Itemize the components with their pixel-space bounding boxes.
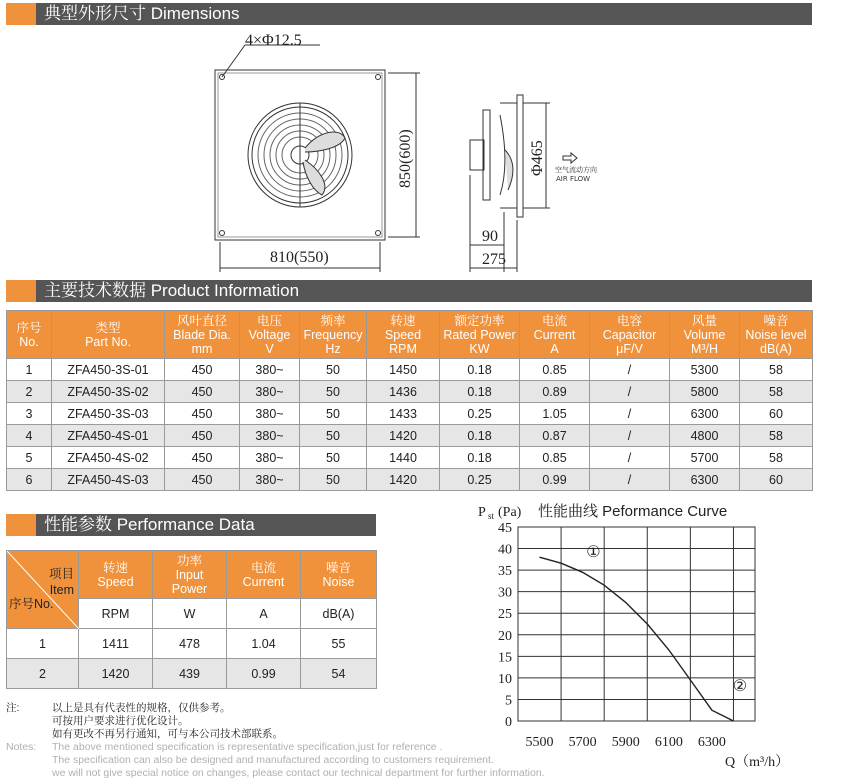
chart-y-tick-label: 5 xyxy=(505,693,512,709)
table-cell: 1440 xyxy=(367,447,440,469)
perf-col-header-line: 转速 xyxy=(102,560,128,575)
chart-ylabel-sub: st xyxy=(488,511,495,521)
notes-cn-label: 注: xyxy=(6,702,20,714)
product-col-header-line: M³/H xyxy=(690,341,719,356)
chart-ylabel-unit: (Pa) xyxy=(498,505,522,520)
notes-en-line: we will not give special notice on changes, please contact our technical department for further information. xyxy=(52,767,545,779)
table-cell: 0.25 xyxy=(440,469,520,491)
product-col-header-line: Part No. xyxy=(85,334,131,349)
table-cell: 2 xyxy=(7,659,79,689)
table-cell: 0.25 xyxy=(440,403,520,425)
perf-corner-no: 序号No. xyxy=(9,597,54,611)
chart-y-tick-label: 25 xyxy=(498,607,512,623)
product-col-header-line: A xyxy=(550,341,559,356)
product-col-header xyxy=(7,311,52,359)
table-cell: 478 xyxy=(153,629,227,659)
table-row xyxy=(7,425,813,447)
section-dimensions-title: 典型外形尺寸 Dimensions xyxy=(44,4,240,23)
table-cell: 0.18 xyxy=(440,425,520,447)
product-col-header-line: 电压 xyxy=(256,313,282,328)
table-cell: 5 xyxy=(7,447,52,469)
perf-col-header-line: Power xyxy=(171,581,208,596)
notes-en-label: Notes: xyxy=(6,741,37,753)
perf-corner-cell xyxy=(7,551,79,629)
table-cell: 1.04 xyxy=(227,629,301,659)
dia-label: Φ465 xyxy=(529,140,546,176)
table-cell: / xyxy=(590,403,670,425)
section-product-info-title: 主要技术数据 Product Information xyxy=(44,281,300,300)
table-cell: 58 xyxy=(740,447,813,469)
table-cell: ZFA450-4S-01 xyxy=(52,425,165,447)
product-col-header xyxy=(165,311,240,359)
product-col-header xyxy=(440,311,520,359)
table-cell: 0.89 xyxy=(520,381,590,403)
table-cell: 60 xyxy=(740,469,813,491)
table-cell: 450 xyxy=(165,469,240,491)
perf-unit-cell: W xyxy=(153,599,227,629)
perf-unit-cell: dB(A) xyxy=(301,599,377,629)
table-cell: / xyxy=(590,469,670,491)
product-col-header-line: 电容 xyxy=(616,313,642,328)
table-cell: 50 xyxy=(300,403,367,425)
notes-en-line: The above mentioned specification is representative specification,just for reference . xyxy=(52,741,443,753)
table-cell: ZFA450-3S-02 xyxy=(52,381,165,403)
table-cell: 450 xyxy=(165,447,240,469)
chart-y-tick-label: 45 xyxy=(498,521,512,536)
table-cell: / xyxy=(590,359,670,381)
table-cell: 3 xyxy=(7,403,52,425)
perf-col-header-line: Noise xyxy=(322,574,355,589)
table-cell: 1 xyxy=(7,629,79,659)
product-col-header-line: No. xyxy=(19,334,39,349)
product-col-header-line: V xyxy=(265,341,274,356)
table-cell: 5300 xyxy=(670,359,740,381)
table-cell: 0.18 xyxy=(440,359,520,381)
chart-x-tick-label: 6300 xyxy=(697,735,726,750)
table-cell: 58 xyxy=(740,381,813,403)
width-label: 810(550) xyxy=(270,249,329,266)
dimension-drawing xyxy=(0,25,858,275)
product-col-header-line: Hz xyxy=(325,341,341,356)
table-cell: 0.85 xyxy=(520,447,590,469)
product-col-header-line: dB(A) xyxy=(760,341,792,356)
table-row xyxy=(7,659,377,689)
chart-x-tick-label: 6100 xyxy=(654,735,683,750)
chart-title: 性能曲线 Peformance Curve xyxy=(538,503,728,520)
table-cell: 6300 xyxy=(670,469,740,491)
table-cell: 50 xyxy=(300,381,367,403)
product-col-header xyxy=(367,311,440,359)
product-col-header-line: 噪音 xyxy=(763,313,789,328)
product-col-header xyxy=(590,311,670,359)
notes-en-line: The specification can also be designed and manufactured according to customers requirement. xyxy=(52,754,494,766)
product-col-header-line: 频率 xyxy=(320,313,346,328)
height-label: 850(600) xyxy=(397,129,414,188)
chart-y-tick-label: 20 xyxy=(498,628,512,644)
product-col-header-line: 额定功率 xyxy=(454,313,505,328)
table-cell: 54 xyxy=(301,659,377,689)
chart-ylabel-main: P xyxy=(478,505,486,520)
product-col-header xyxy=(670,311,740,359)
table-cell: 50 xyxy=(300,447,367,469)
table-cell: / xyxy=(590,447,670,469)
table-cell: 50 xyxy=(300,359,367,381)
product-col-header-line: mm xyxy=(191,341,213,356)
chart-y-tick-label: 15 xyxy=(498,650,512,666)
table-cell: 450 xyxy=(165,359,240,381)
chart-x-tick-label: 5500 xyxy=(525,735,554,750)
chart-series-line xyxy=(540,557,734,721)
product-col-header-line: KW xyxy=(469,341,490,356)
product-col-header-line: Current xyxy=(533,327,576,342)
performance-table xyxy=(6,550,377,689)
product-col-header-line: Voltage xyxy=(248,327,291,342)
table-cell: 380~ xyxy=(240,447,300,469)
perf-col-header xyxy=(153,551,227,599)
product-col-header-line: 序号 xyxy=(16,320,42,335)
perf-unit-cell: A xyxy=(227,599,301,629)
product-col-header-line: Noise level xyxy=(745,327,807,342)
total-depth-label: 275 xyxy=(482,251,506,268)
table-cell: 1.05 xyxy=(520,403,590,425)
product-col-header-line: 类型 xyxy=(95,320,121,335)
table-cell: 439 xyxy=(153,659,227,689)
product-col-header xyxy=(300,311,367,359)
perf-col-header xyxy=(79,551,153,599)
perf-col-header xyxy=(227,551,301,599)
table-cell: 0.87 xyxy=(520,425,590,447)
table-cell: 4 xyxy=(7,425,52,447)
table-cell: 50 xyxy=(300,469,367,491)
section-performance-data-title: 性能参数 Performance Data xyxy=(44,515,255,534)
notes-cn-line: 可按用户要求进行优化设计。 xyxy=(52,715,189,727)
product-col-header-line: Rated Power xyxy=(443,327,516,342)
perf-unit-cell: RPM xyxy=(79,599,153,629)
perf-corner-item-cn: 项目 xyxy=(48,567,74,581)
product-col-header-line: 风量 xyxy=(691,313,717,328)
notes-cn-line: 以上是具有代表性的规格，仅供参考。 xyxy=(52,702,231,714)
table-cell: 0.85 xyxy=(520,359,590,381)
perf-col-header xyxy=(301,551,377,599)
depth-label: 90 xyxy=(482,228,498,245)
table-cell: 1420 xyxy=(367,425,440,447)
table-row xyxy=(7,469,813,491)
table-cell: ZFA450-4S-02 xyxy=(52,447,165,469)
perf-col-header-line: 电流 xyxy=(250,560,276,575)
section-dimensions xyxy=(6,3,812,25)
table-cell: 6 xyxy=(7,469,52,491)
table-row xyxy=(7,447,813,469)
perf-col-header-line: 噪音 xyxy=(325,560,351,575)
table-cell: / xyxy=(590,381,670,403)
perf-col-header-line: Input xyxy=(175,567,204,582)
table-cell: 380~ xyxy=(240,469,300,491)
product-table xyxy=(6,310,813,491)
product-col-header-line: Speed xyxy=(384,327,422,342)
table-cell: / xyxy=(590,425,670,447)
table-cell: 58 xyxy=(740,425,813,447)
table-cell: 1420 xyxy=(79,659,153,689)
table-cell: 0.99 xyxy=(520,469,590,491)
table-cell: 0.18 xyxy=(440,381,520,403)
chart-plot-frame xyxy=(518,527,755,721)
perf-col-header-line: Current xyxy=(242,574,285,589)
table-cell: 1411 xyxy=(79,629,153,659)
table-row xyxy=(7,359,813,381)
airflow-cn-label: 空气流动方向 xyxy=(555,166,597,174)
chart-annotation-label: ② xyxy=(732,677,748,695)
chart-y-tick-label: 30 xyxy=(498,585,512,601)
chart-xlabel: Q（m³/h） xyxy=(725,755,790,770)
product-col-header-line: Frequency xyxy=(303,327,363,342)
table-cell: 0.18 xyxy=(440,447,520,469)
table-cell: ZFA450-3S-01 xyxy=(52,359,165,381)
chart-y-tick-label: 35 xyxy=(498,564,512,580)
table-cell: 4800 xyxy=(670,425,740,447)
table-cell: 58 xyxy=(740,359,813,381)
table-cell: 1420 xyxy=(367,469,440,491)
table-cell: 0.99 xyxy=(227,659,301,689)
table-cell: 5800 xyxy=(670,381,740,403)
product-col-header-line: Blade Dia. xyxy=(173,327,231,342)
product-col-header-line: Volume xyxy=(683,327,726,342)
table-cell: 6300 xyxy=(670,403,740,425)
section-performance-data xyxy=(6,514,376,536)
product-col-header xyxy=(520,311,590,359)
perf-col-header-line: Speed xyxy=(97,574,134,589)
table-cell: 1 xyxy=(7,359,52,381)
table-cell: 1436 xyxy=(367,381,440,403)
chart-x-tick-label: 5900 xyxy=(611,735,640,750)
table-cell: 380~ xyxy=(240,381,300,403)
table-cell: 450 xyxy=(165,403,240,425)
product-col-header-line: 转速 xyxy=(390,313,416,328)
notes xyxy=(6,702,545,780)
product-col-header xyxy=(740,311,813,359)
airflow-en-label: AIR FLOW xyxy=(556,175,591,183)
table-cell: 2 xyxy=(7,381,52,403)
table-cell: 450 xyxy=(165,425,240,447)
table-cell: 450 xyxy=(165,381,240,403)
notes-cn-line: 如有更改不再另行通知，可与本公司技术部联系。 xyxy=(52,728,283,740)
chart-x-tick-label: 5700 xyxy=(568,735,597,750)
product-col-header-line: 风叶直径 xyxy=(176,313,227,328)
table-row xyxy=(7,629,377,659)
table-cell: 1450 xyxy=(367,359,440,381)
product-col-header-line: Capacitor xyxy=(602,327,657,342)
table-cell: 380~ xyxy=(240,359,300,381)
section-product-info xyxy=(6,280,812,302)
table-cell: 50 xyxy=(300,425,367,447)
perf-corner-item-en: Item xyxy=(49,583,74,597)
table-cell: ZFA450-3S-03 xyxy=(52,403,165,425)
table-cell: 380~ xyxy=(240,403,300,425)
table-row xyxy=(7,403,813,425)
product-col-header-line: RPM xyxy=(389,341,417,356)
table-cell: 380~ xyxy=(240,425,300,447)
chart-y-tick-label: 40 xyxy=(498,542,512,558)
chart-y-tick-label: 0 xyxy=(505,715,512,730)
product-col-header xyxy=(240,311,300,359)
table-cell: 5700 xyxy=(670,447,740,469)
product-col-header-line: 电流 xyxy=(541,313,567,328)
chart-y-tick-label: 10 xyxy=(498,671,512,687)
product-col-header xyxy=(52,311,165,359)
table-cell: 55 xyxy=(301,629,377,659)
table-cell: 1433 xyxy=(367,403,440,425)
table-cell: ZFA450-4S-03 xyxy=(52,469,165,491)
table-cell: 60 xyxy=(740,403,813,425)
chart-annotation-label: ① xyxy=(586,544,601,562)
product-col-header-line: μF/V xyxy=(616,341,643,356)
perf-col-header-line: 功率 xyxy=(176,553,202,568)
table-row xyxy=(7,381,813,403)
hole-label: 4×Φ12.5 xyxy=(245,32,302,49)
